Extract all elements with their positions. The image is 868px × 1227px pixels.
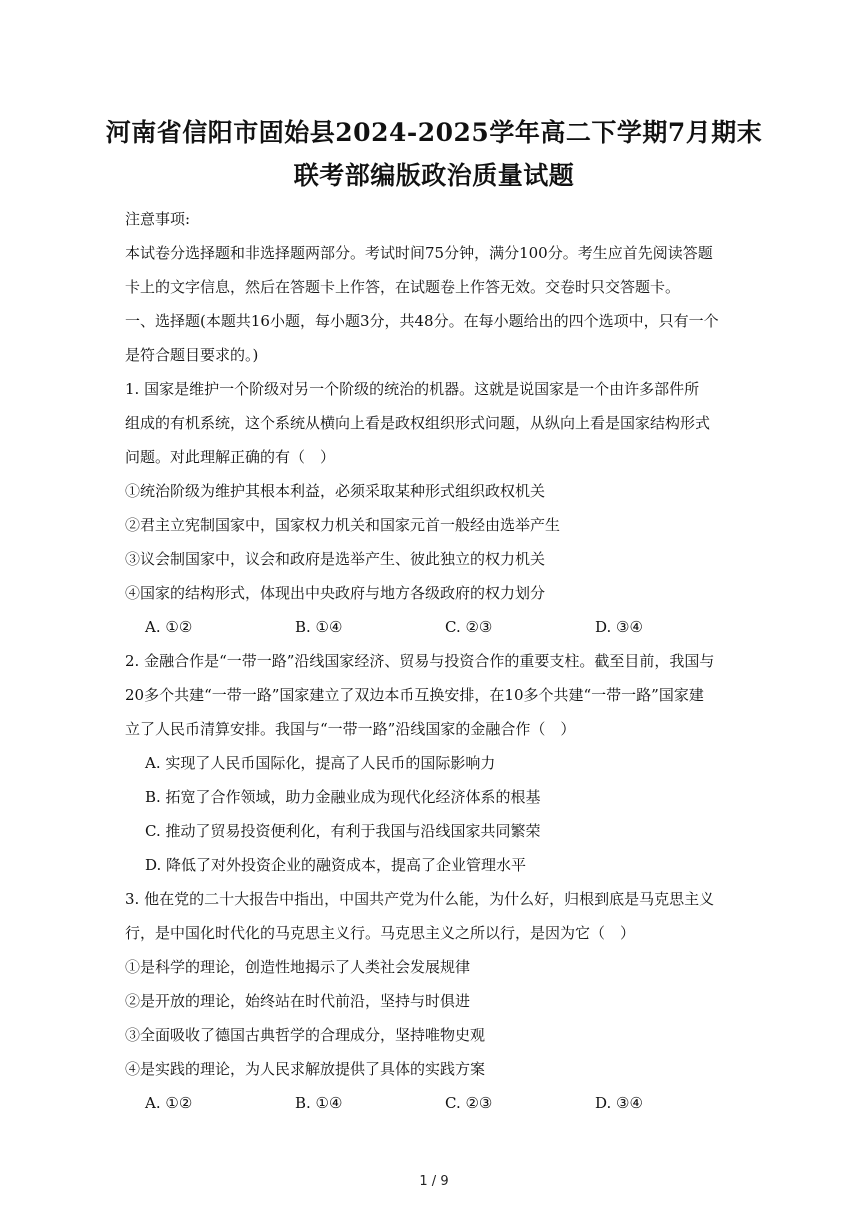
q2-option-b: B. 拓宽了合作领域，助力金融业成为现代化经济体系的根基 bbox=[145, 788, 541, 806]
exam-content bbox=[125, 202, 745, 1120]
q2-option-a: A. 实现了人民币国际化，提高了人民币的国际影响力 bbox=[145, 754, 496, 772]
q3-stem: 行，是中国化时代化的马克思主义行。马克思主义之所以行，是因为它（ ） bbox=[125, 924, 636, 942]
q3-option-a: A. ①② bbox=[145, 1094, 193, 1112]
title-line-1: 河南省信阳市固始县2024-2025学年高二下学期7月期末 bbox=[105, 118, 763, 147]
q3-item: ④是实践的理论，为人民求解放提供了具体的实践方案 bbox=[125, 1060, 486, 1078]
notice-text: 卡上的文字信息，然后在答题卡上作答，在试题卷上作答无效。交卷时只交答题卡。 bbox=[125, 278, 681, 296]
q2-option-d: D. 降低了对外投资企业的融资成本，提高了企业管理水平 bbox=[145, 856, 527, 874]
title-line-2: 联考部编版政治质量试题 bbox=[293, 161, 575, 190]
q2-stem: 立了人民币清算安排。我国与“一带一路”沿线国家的金融合作（ ） bbox=[125, 720, 576, 738]
page-number: 1 / 9 bbox=[419, 1174, 449, 1189]
q1-stem: 组成的有机系统，这个系统从横向上看是政权组织形式问题，从纵向上看是国家结构形式 bbox=[125, 414, 711, 432]
q1-option-c: C. ②③ bbox=[445, 618, 493, 636]
q1-options bbox=[125, 610, 745, 644]
q1-option-d: D. ③④ bbox=[595, 618, 643, 636]
q1-stem: 1. 国家是维护一个阶级对另一个阶级的统治的机器。这就是说国家是一个由许多部件所 bbox=[125, 380, 700, 398]
q3-item: ②是开放的理论，始终站在时代前沿，坚持与时俱进 bbox=[125, 992, 471, 1010]
q2-option-c: C. 推动了贸易投资便利化，有利于我国与沿线国家共同繁荣 bbox=[145, 822, 541, 840]
notice-heading: 注意事项: bbox=[125, 210, 191, 228]
q3-item: ①是科学的理论，创造性地揭示了人类社会发展规律 bbox=[125, 958, 471, 976]
q1-item: ④国家的结构形式，体现出中央政府与地方各级政府的权力划分 bbox=[125, 584, 546, 602]
notice-text: 本试卷分选择题和非选择题两部分。考试时间75分钟，满分100分。考生应首先阅读答题 bbox=[125, 244, 713, 262]
q1-item: ③议会制国家中，议会和政府是选举产生、彼此独立的权力机关 bbox=[125, 550, 546, 568]
q1-item: ②君主立宪制国家中，国家权力机关和国家元首一般经由选举产生 bbox=[125, 516, 561, 534]
q3-options bbox=[125, 1086, 745, 1120]
q3-item: ③全面吸收了德国古典哲学的合理成分，坚持唯物史观 bbox=[125, 1026, 486, 1044]
q1-item: ①统治阶级为维护其根本利益，必须采取某种形式组织政权机关 bbox=[125, 482, 546, 500]
q3-option-d: D. ③④ bbox=[595, 1094, 643, 1112]
q3-option-b: B. ①④ bbox=[295, 1094, 343, 1112]
q1-option-b: B. ①④ bbox=[295, 618, 343, 636]
section-heading: 是符合题目要求的。) bbox=[125, 346, 259, 364]
q1-option-a: A. ①② bbox=[145, 618, 193, 636]
q3-option-c: C. ②③ bbox=[445, 1094, 493, 1112]
section-heading: 一、选择题(本题共16小题，每小题3分，共48分。在每小题给出的四个选项中，只有一个 bbox=[125, 312, 719, 330]
q2-stem: 2. 金融合作是“一带一路”沿线国家经济、贸易与投资合作的重要支柱。截至目前，我国与 bbox=[125, 652, 715, 670]
q3-stem: 3. 他在党的二十大报告中指出，中国共产党为什么能，为什么好，归根到底是马克思主义 bbox=[125, 890, 715, 908]
q1-stem: 问题。对此理解正确的有（ ） bbox=[125, 448, 336, 466]
q2-stem: 20多个共建“一带一路”国家建立了双边本币互换安排，在10多个共建“一带一路”国家建 bbox=[125, 686, 704, 704]
